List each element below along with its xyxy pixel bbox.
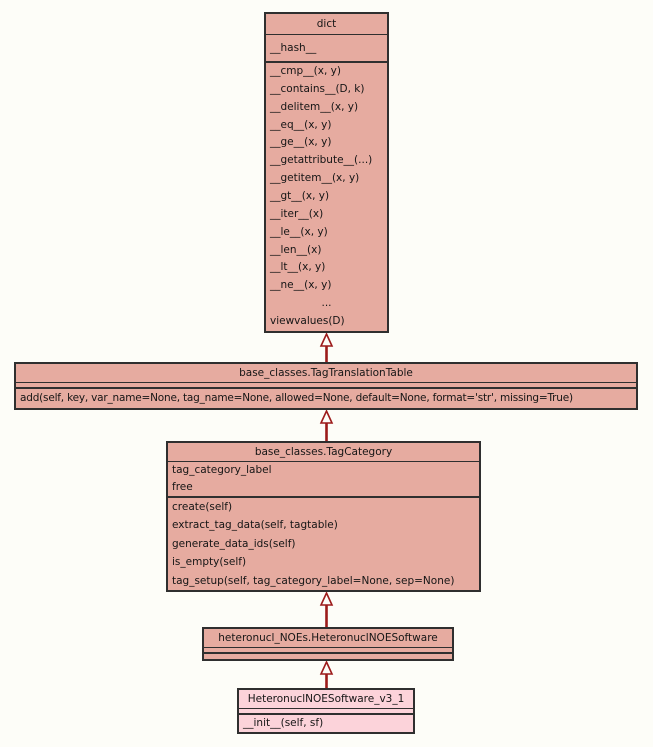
methods-ellipsis: ...: [321, 297, 332, 310]
inheritance-arrow-icon: [319, 410, 334, 441]
method: __le__(x, y): [270, 225, 328, 238]
method: generate_data_ids(self): [172, 537, 296, 550]
method: is_empty(self): [172, 556, 247, 569]
method: __iter__(x): [270, 207, 324, 220]
inheritance-arrow-icon: [319, 592, 334, 627]
methods-compartment: [204, 654, 452, 659]
method: __contains__(D, k): [270, 82, 365, 95]
method: __len__(x): [270, 243, 322, 256]
methods-compartment: [16, 389, 636, 408]
method: add(self, key, var_name=None, tag_name=None, allowed=None, default=None, format='str', missing=True): [20, 392, 573, 404]
methods-compartment: [266, 63, 387, 331]
class-box-tag-category: [166, 441, 481, 592]
inheritance-arrow-icon: [319, 661, 334, 688]
method: tag_setup(self, tag_category_label=None, sep=None): [172, 574, 455, 587]
method: __delitem__(x, y): [270, 100, 359, 113]
method: viewvalues(D): [270, 315, 345, 328]
method: __getattribute__(...): [270, 154, 373, 167]
class-title: base_classes.TagTranslationTable: [16, 364, 636, 383]
class-title: base_classes.TagCategory: [168, 443, 479, 462]
method: __init__(self, sf): [243, 717, 324, 729]
class-box-heteronucl-noe-software: [202, 627, 454, 661]
method: __gt__(x, y): [270, 190, 330, 203]
attributes-compartment: [168, 462, 479, 498]
methods-compartment: [239, 715, 413, 732]
method: __cmp__(x, y): [270, 65, 341, 77]
attribute: free: [172, 481, 193, 493]
class-box-dict: [264, 12, 389, 333]
attribute: __hash__: [270, 42, 317, 54]
attribute: tag_category_label: [172, 464, 272, 476]
method: __eq__(x, y): [270, 118, 332, 131]
method: __ne__(x, y): [270, 279, 332, 292]
attributes-compartment: [266, 35, 387, 63]
class-title: HeteronuclNOESoftware_v3_1: [239, 690, 413, 709]
method: create(self): [172, 501, 233, 513]
method: extract_tag_data(self, tagtable): [172, 519, 338, 532]
method: __ge__(x, y): [270, 136, 332, 149]
class-title: heteronucl_NOEs.HeteronuclNOESoftware: [204, 629, 452, 648]
inheritance-arrow-icon: [319, 333, 334, 362]
method: __lt__(x, y): [270, 261, 326, 274]
method: __getitem__(x, y): [270, 172, 360, 185]
class-box-tag-translation-table: [14, 362, 638, 410]
class-box-heteronucl-noe-software-v3-1: [237, 688, 415, 734]
methods-compartment: [168, 498, 479, 590]
class-title: dict: [266, 14, 387, 35]
